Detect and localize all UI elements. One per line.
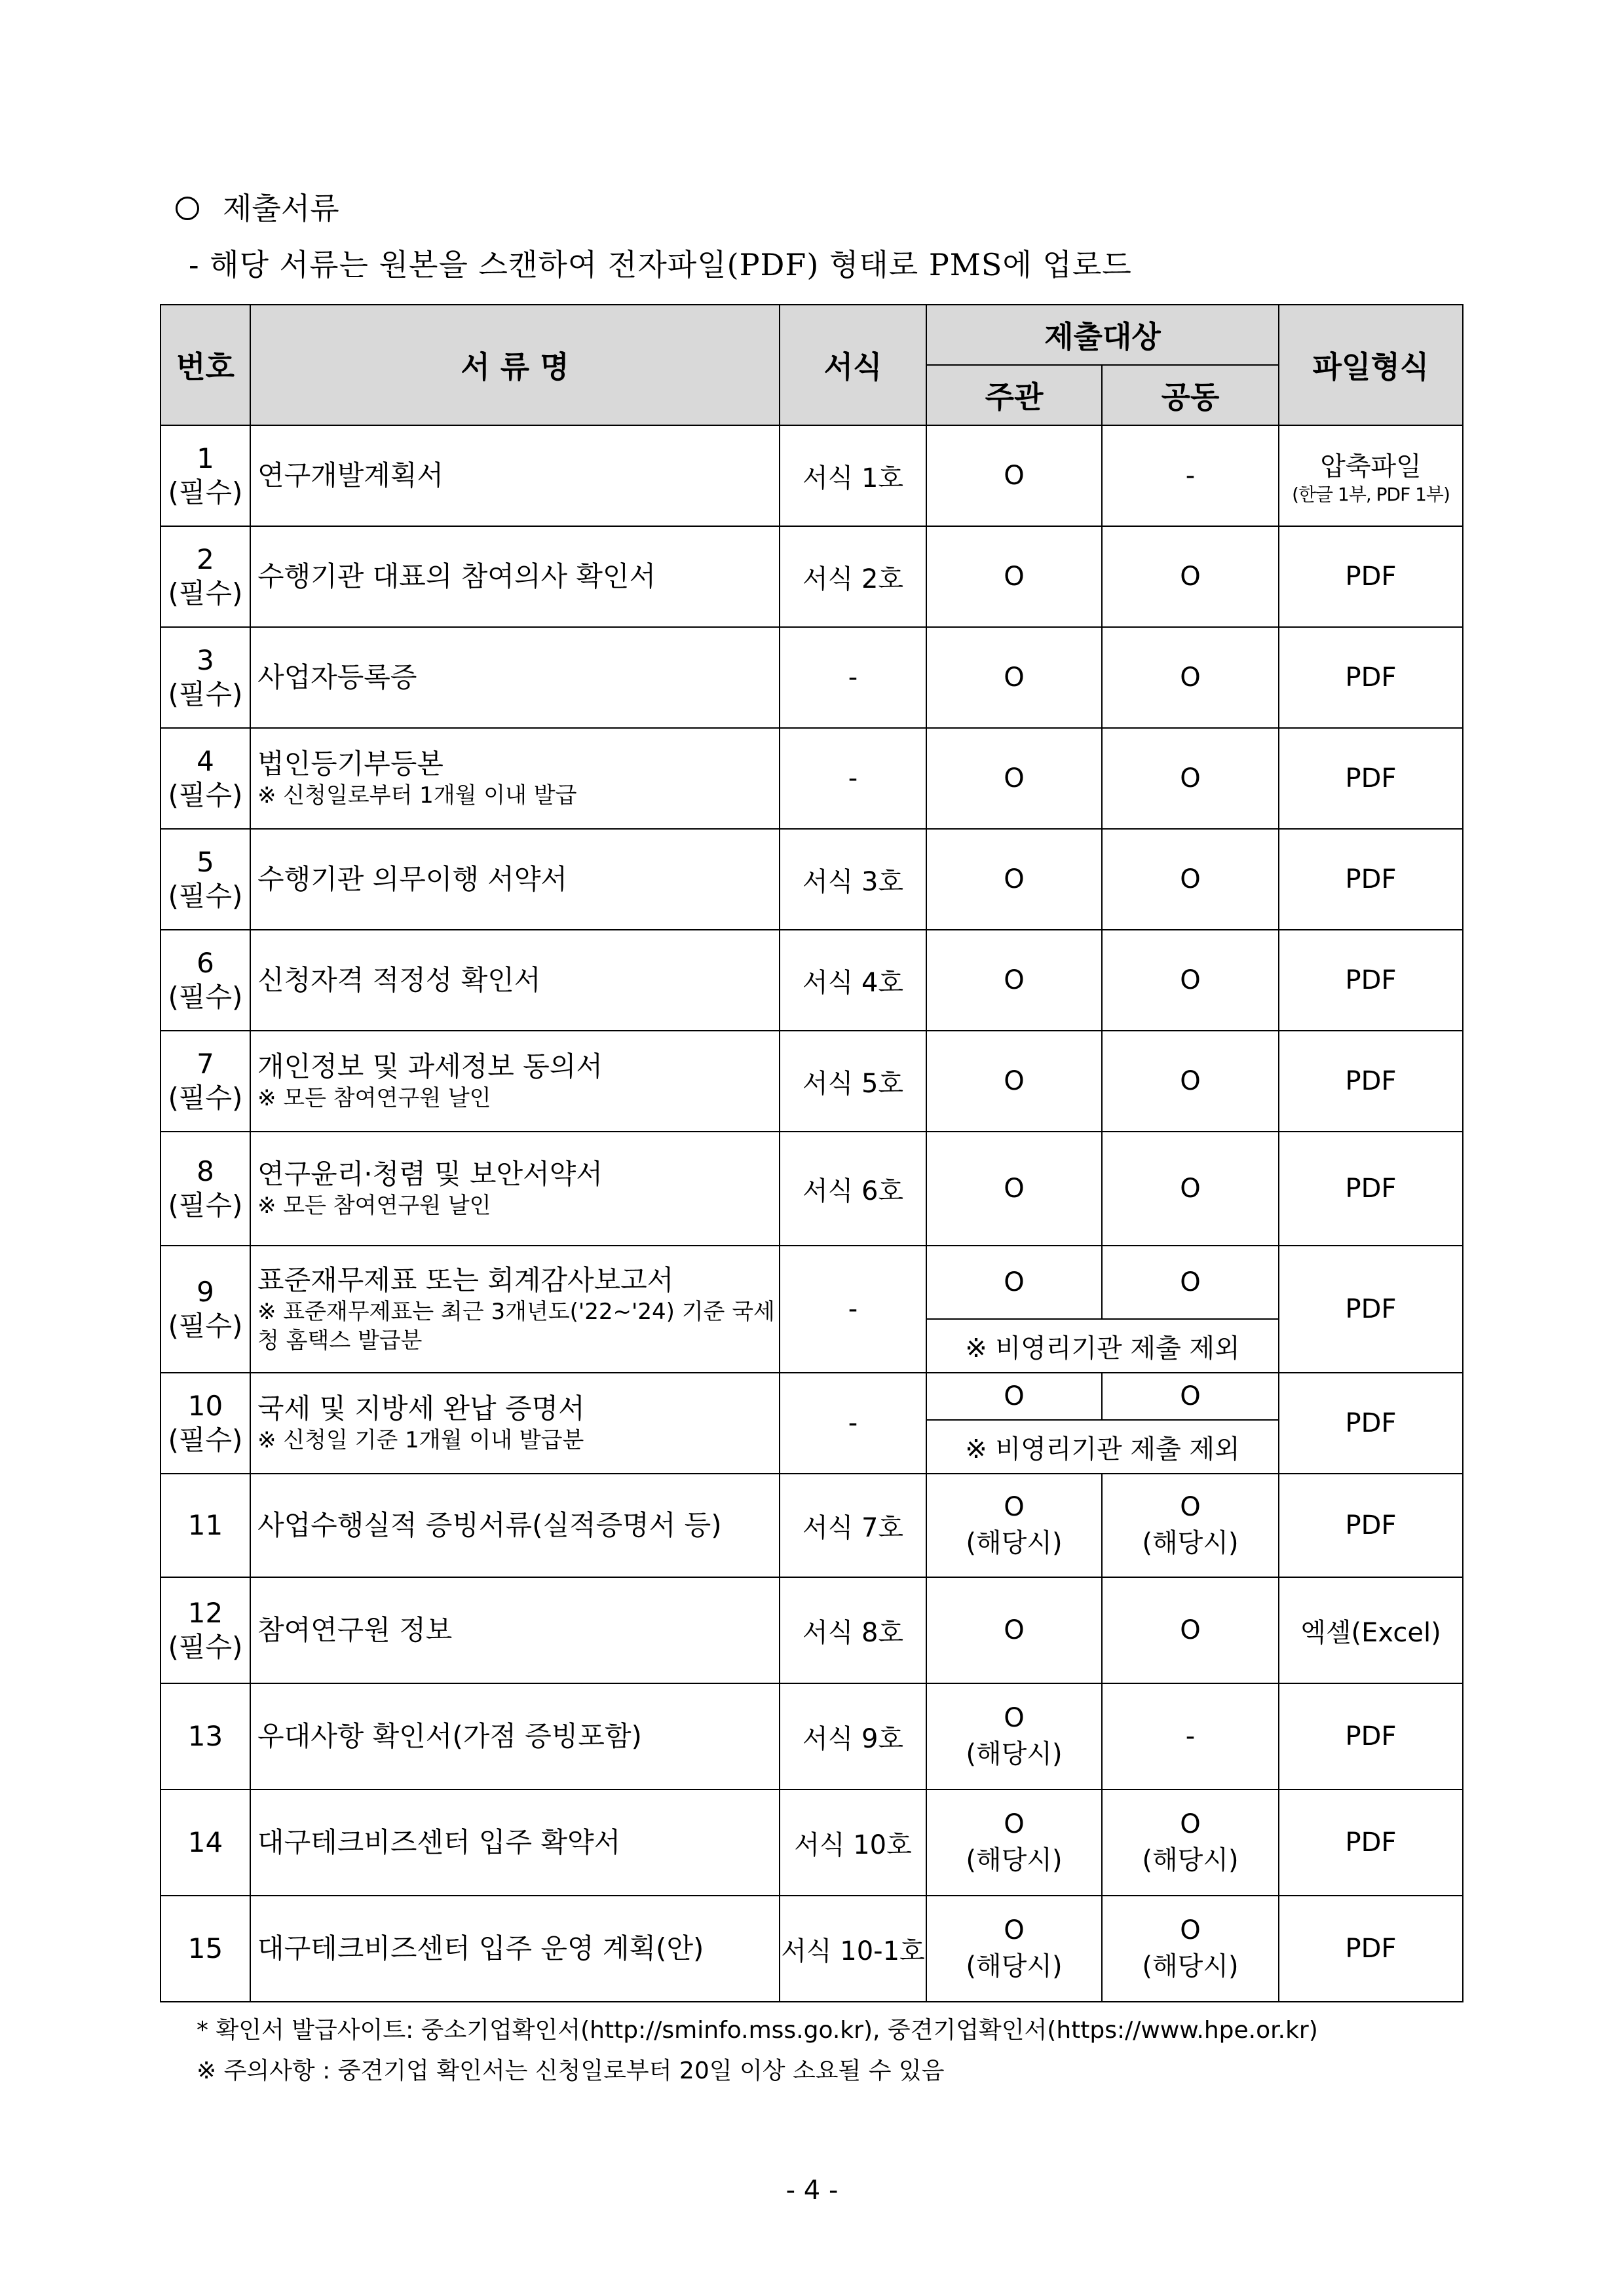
row-number: 6 (필수) [161, 930, 250, 1031]
lead-target: O [926, 829, 1102, 930]
row-number: 15 [161, 1896, 250, 2002]
table-row [161, 1789, 1463, 1896]
file-format: PDF [1279, 1789, 1463, 1896]
form-number: - [780, 1246, 926, 1373]
row-number: 2 (필수) [161, 526, 250, 627]
lead-target: O [926, 1132, 1102, 1246]
joint-target: O [1102, 1577, 1279, 1683]
form-number: 서식 4호 [780, 930, 926, 1031]
document-note: ※ 표준재무제표는 최근 3개년도('22~'24) 기준 국세청 홈택스 발급분 [257, 1299, 775, 1354]
header-file: 파일형식 [1279, 305, 1463, 425]
file-format: PDF [1279, 1373, 1463, 1474]
file-format: PDF [1279, 526, 1463, 627]
lead-target: O [926, 1246, 1102, 1319]
header-joint: 공동 [1102, 365, 1279, 425]
document-name: 수행기관 의무이행 서약서 [250, 829, 780, 930]
file-format: PDF [1279, 1683, 1463, 1789]
row-number: 1 (필수) [161, 425, 250, 526]
document-name: 대구테크비즈센터 입주 운영 계획(안) [250, 1896, 780, 2002]
table-row [161, 425, 1463, 526]
document-note: ※ 모든 참여연구원 날인 [257, 1085, 491, 1111]
lead-target: O [926, 1577, 1102, 1683]
file-format: 압축파일 (한글 1부, PDF 1부) [1279, 425, 1463, 526]
exclusion-note: ※ 비영리기관 제출 제외 [926, 1420, 1279, 1474]
form-number: 서식 10-1호 [780, 1896, 926, 2002]
document-note: ※ 모든 참여연구원 날인 [257, 1193, 491, 1219]
row-number: 4 (필수) [161, 728, 250, 829]
joint-target: O [1102, 728, 1279, 829]
table-row [161, 1246, 1463, 1319]
table-row [161, 1474, 1463, 1577]
header-no: 번호 [161, 305, 250, 425]
file-format: 엑셀(Excel) [1279, 1577, 1463, 1683]
table-row [161, 1373, 1463, 1420]
file-format: PDF [1279, 829, 1463, 930]
file-format: PDF [1279, 1246, 1463, 1373]
form-number: - [780, 728, 926, 829]
header-lead: 주관 [926, 365, 1102, 425]
lead-target: O (해당시) [926, 1896, 1102, 2002]
circle-bullet-icon [176, 197, 199, 220]
lead-target: O [926, 627, 1102, 728]
form-number: - [780, 627, 926, 728]
table-row [161, 1896, 1463, 2002]
row-number: 11 [161, 1474, 250, 1577]
lead-target: O [926, 930, 1102, 1031]
header-target: 제출대상 [926, 305, 1279, 365]
table-row [161, 829, 1463, 930]
table-row [161, 1132, 1463, 1246]
row-number: 3 (필수) [161, 627, 250, 728]
file-format: PDF [1279, 627, 1463, 728]
document-name: 신청자격 적정성 확인서 [250, 930, 780, 1031]
section-title: 제출서류 [176, 185, 339, 228]
joint-target: - [1102, 425, 1279, 526]
footnote-sites: * 확인서 발급사이트: 중소기업확인서(http://sminfo.mss.go.kr), 중견기업확인서(https://www.hpe.or.kr) [197, 2017, 1318, 2044]
lead-target: O [926, 425, 1102, 526]
joint-target: O [1102, 1246, 1279, 1319]
joint-target: O [1102, 1031, 1279, 1132]
document-name: 개인정보 및 과세정보 동의서 ※ 모든 참여연구원 날인 [250, 1031, 780, 1132]
table-row [161, 930, 1463, 1031]
lead-target: O [926, 1031, 1102, 1132]
section-subtitle: - 해당 서류는 원본을 스캔하여 전자파일(PDF) 형태로 PMS에 업로드 [189, 247, 1132, 282]
form-number: 서식 2호 [780, 526, 926, 627]
file-format: PDF [1279, 728, 1463, 829]
joint-target: O [1102, 930, 1279, 1031]
form-number: - [780, 1373, 926, 1474]
document-note: ※ 신청일로부터 1개월 이내 발급 [257, 782, 577, 809]
row-number: 8 (필수) [161, 1132, 250, 1246]
form-number: 서식 9호 [780, 1683, 926, 1789]
document-name: 법인등기부등본 ※ 신청일로부터 1개월 이내 발급 [250, 728, 780, 829]
row-number: 12 (필수) [161, 1577, 250, 1683]
lead-target: O [926, 728, 1102, 829]
joint-target: - [1102, 1683, 1279, 1789]
header-name: 서 류 명 [250, 305, 780, 425]
row-number: 14 [161, 1789, 250, 1896]
document-name: 국세 및 지방세 완납 증명서 ※ 신청일 기준 1개월 이내 발급분 [250, 1373, 780, 1474]
table-row [161, 728, 1463, 829]
joint-target: O (해당시) [1102, 1474, 1279, 1577]
file-format: PDF [1279, 1031, 1463, 1132]
form-number: 서식 7호 [780, 1474, 926, 1577]
document-name: 사업수행실적 증빙서류(실적증명서 등) [250, 1474, 780, 1577]
row-number: 7 (필수) [161, 1031, 250, 1132]
document-name: 수행기관 대표의 참여의사 확인서 [250, 526, 780, 627]
document-name: 사업자등록증 [250, 627, 780, 728]
row-number: 5 (필수) [161, 829, 250, 930]
joint-target: O [1102, 526, 1279, 627]
lead-target: O [926, 1373, 1102, 1420]
joint-target: O [1102, 1132, 1279, 1246]
document-note: ※ 신청일 기준 1개월 이내 발급분 [257, 1427, 584, 1453]
form-number: 서식 10호 [780, 1789, 926, 1896]
lead-target: O (해당시) [926, 1474, 1102, 1577]
document-name: 대구테크비즈센터 입주 확약서 [250, 1789, 780, 1896]
form-number: 서식 3호 [780, 829, 926, 930]
documents-table [160, 304, 1463, 2002]
form-number: 서식 6호 [780, 1132, 926, 1246]
form-number: 서식 5호 [780, 1031, 926, 1132]
joint-target: O (해당시) [1102, 1789, 1279, 1896]
header-form: 서식 [780, 305, 926, 425]
lead-target: O (해당시) [926, 1683, 1102, 1789]
page-number: - 4 - [785, 2175, 839, 2206]
row-number: 9 (필수) [161, 1246, 250, 1373]
file-format: PDF [1279, 1132, 1463, 1246]
joint-target: O (해당시) [1102, 1896, 1279, 2002]
row-number: 10 (필수) [161, 1373, 250, 1474]
document-name: 우대사항 확인서(가점 증빙포함) [250, 1683, 780, 1789]
table-row [161, 627, 1463, 728]
joint-target: O [1102, 829, 1279, 930]
table-row [161, 1577, 1463, 1683]
lead-target: O (해당시) [926, 1789, 1102, 1896]
file-format: PDF [1279, 1474, 1463, 1577]
file-format: PDF [1279, 1896, 1463, 2002]
joint-target: O [1102, 627, 1279, 728]
table-row [161, 526, 1463, 627]
exclusion-note: ※ 비영리기관 제출 제외 [926, 1319, 1279, 1373]
document-name: 표준재무제표 또는 회계감사보고서 ※ 표준재무제표는 최근 3개년도('22~'24) 기준 국세청 홈택스 발급분 [250, 1246, 780, 1373]
joint-target: O [1102, 1373, 1279, 1420]
lead-target: O [926, 526, 1102, 627]
document-name: 연구개발계획서 [250, 425, 780, 526]
file-format: PDF [1279, 930, 1463, 1031]
document-name: 연구윤리·청렴 및 보안서약서 ※ 모든 참여연구원 날인 [250, 1132, 780, 1246]
table-row [161, 1031, 1463, 1132]
footnote-caution: ※ 주의사항 : 중견기업 확인서는 신청일로부터 20일 이상 소요될 수 있음 [197, 2057, 945, 2084]
document-name: 참여연구원 정보 [250, 1577, 780, 1683]
table-row [161, 1683, 1463, 1789]
form-number: 서식 8호 [780, 1577, 926, 1683]
form-number: 서식 1호 [780, 425, 926, 526]
row-number: 13 [161, 1683, 250, 1789]
